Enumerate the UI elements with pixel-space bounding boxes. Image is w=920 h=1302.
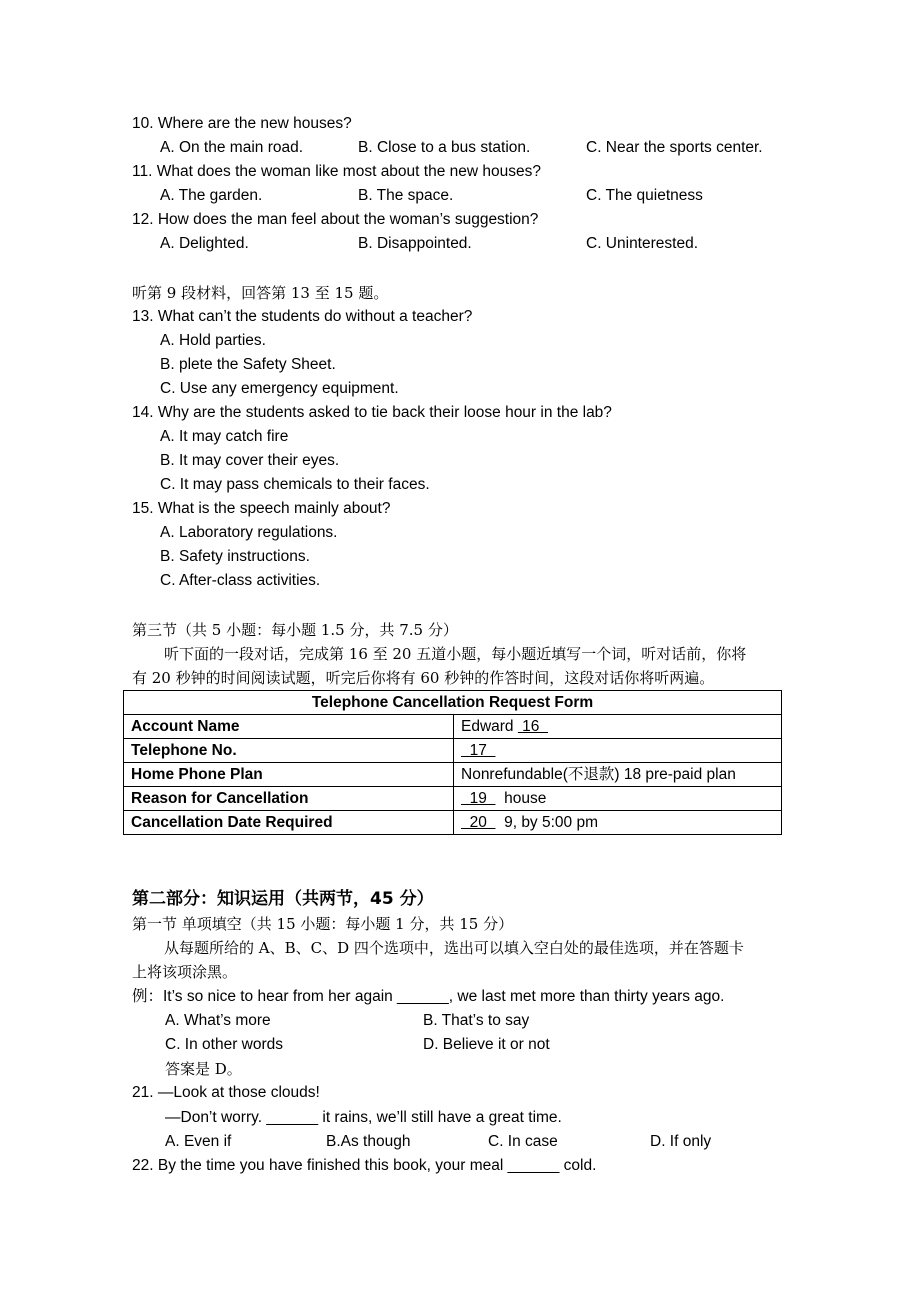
form-value: Nonrefundable(不退款) 18 pre-paid plan <box>454 763 782 787</box>
question-13-stem: 13. What can’t the students do without a teacher? <box>132 308 473 325</box>
section-3-instruction-line2: 有 20 秒钟的时间阅读试题，听完后你将有 60 秒钟的作答时间，这段对话你将听两遍。 <box>132 669 715 687</box>
form-value: 20 9, by 5:00 pm <box>454 811 782 835</box>
question-12-stem: 12. How does the man feel about the woman’s suggestion? <box>132 211 539 228</box>
question-14-option-b: B. It may cover their eyes. <box>160 452 340 469</box>
answer-blank-17[interactable]: 17 <box>461 742 496 759</box>
form-label: Account Name <box>124 715 454 739</box>
question-10-option-b: B. Close to a bus station. <box>358 139 531 156</box>
part-2-instruction-line1: 从每题所给的 A、B、C、D 四个选项中，选出可以填入空白处的最佳选项，并在答题卡 <box>164 939 744 957</box>
example-answer: 答案是 D。 <box>165 1060 242 1078</box>
question-10-stem: 10. Where are the new houses? <box>132 115 352 132</box>
question-12-option-b: B. Disappointed. <box>358 235 472 252</box>
example-option-b: B. That’s to say <box>423 1012 530 1029</box>
question-10-option-a: A. On the main road. <box>160 139 304 156</box>
form-label: Cancellation Date Required <box>124 811 454 835</box>
question-10-option-c: C. Near the sports center. <box>586 139 763 156</box>
question-15-option-c: C. After-class activities. <box>160 572 321 589</box>
question-11-option-b: B. The space. <box>358 187 454 204</box>
example-option-c: C. In other words <box>165 1036 284 1053</box>
section-3-title: 第三节（共 5 小题：每小题 1.5 分，共 7.5 分） <box>132 621 458 639</box>
form-value: 19 house <box>454 787 782 811</box>
part-2-section-1-title: 第一节 单项填空（共 15 小题：每小题 1 分，共 15 分） <box>132 915 514 933</box>
question-21-option-a: A. Even if <box>165 1133 232 1150</box>
question-13-option-b: B. plete the Safety Sheet. <box>160 356 336 373</box>
form-label: Home Phone Plan <box>124 763 454 787</box>
question-22-stem: 22. By the time you have finished this book, your meal ______ cold. <box>132 1157 597 1174</box>
question-12-option-c: C. Uninterested. <box>586 235 698 252</box>
form-value: Edward 16 <box>454 715 782 739</box>
answer-blank-19[interactable]: 19 <box>461 790 496 807</box>
question-21-line1: 21. —Look at those clouds! <box>132 1084 320 1101</box>
form-label: Telephone No. <box>124 739 454 763</box>
question-14-stem: 14. Why are the students asked to tie back their loose hour in the lab? <box>132 404 612 421</box>
question-14-option-c: C. It may pass chemicals to their faces. <box>160 476 430 493</box>
example-option-a: A. What’s more <box>165 1012 271 1029</box>
question-21-option-b: B.As though <box>326 1133 411 1150</box>
section-9-intro: 听第 9 段材料，回答第 13 至 15 题。 <box>132 284 389 302</box>
question-14-option-a: A. It may catch fire <box>160 428 289 445</box>
form-row <box>124 715 782 739</box>
part-2-title: 第二部分：知识运用（共两节，45 分） <box>132 889 434 909</box>
question-11-stem: 11. What does the woman like most about the new houses? <box>132 163 541 180</box>
form-value <box>454 739 782 763</box>
question-21-line2: —Don’t worry. ______ it rains, we’ll still have a great time. <box>165 1109 562 1126</box>
question-13-option-c: C. Use any emergency equipment. <box>160 380 399 397</box>
question-11-option-c: C. The quietness <box>586 187 703 204</box>
question-21-option-d: D. If only <box>650 1133 712 1150</box>
section-3-instruction-line1: 听下面的一段对话，完成第 16 至 20 五道小题，每小题近填写一个词，听对话前，你将 <box>164 645 747 663</box>
form-row <box>124 739 782 763</box>
question-21-option-c: C. In case <box>488 1133 558 1150</box>
cancellation-request-form <box>123 690 782 835</box>
question-15-option-a: A. Laboratory regulations. <box>160 524 338 541</box>
question-13-option-a: A. Hold parties. <box>160 332 266 349</box>
question-11-option-a: A. The garden. <box>160 187 263 204</box>
example-option-d: D. Believe it or not <box>423 1036 550 1053</box>
form-row <box>124 811 782 835</box>
answer-blank-20[interactable]: 20 <box>461 814 496 831</box>
answer-blank-16[interactable]: 16 <box>517 718 549 735</box>
form-row <box>124 787 782 811</box>
question-15-stem: 15. What is the speech mainly about? <box>132 500 391 517</box>
example-stem: 例：It’s so nice to hear from her again ______, we last met more than thirty years ago. <box>132 988 725 1005</box>
question-12-option-a: A. Delighted. <box>160 235 249 252</box>
question-15-option-b: B. Safety instructions. <box>160 548 310 565</box>
part-2-instruction-line2: 上将该项涂黑。 <box>132 963 238 981</box>
form-title: Telephone Cancellation Request Form <box>124 691 782 715</box>
form-label: Reason for Cancellation <box>124 787 454 811</box>
form-row <box>124 763 782 787</box>
